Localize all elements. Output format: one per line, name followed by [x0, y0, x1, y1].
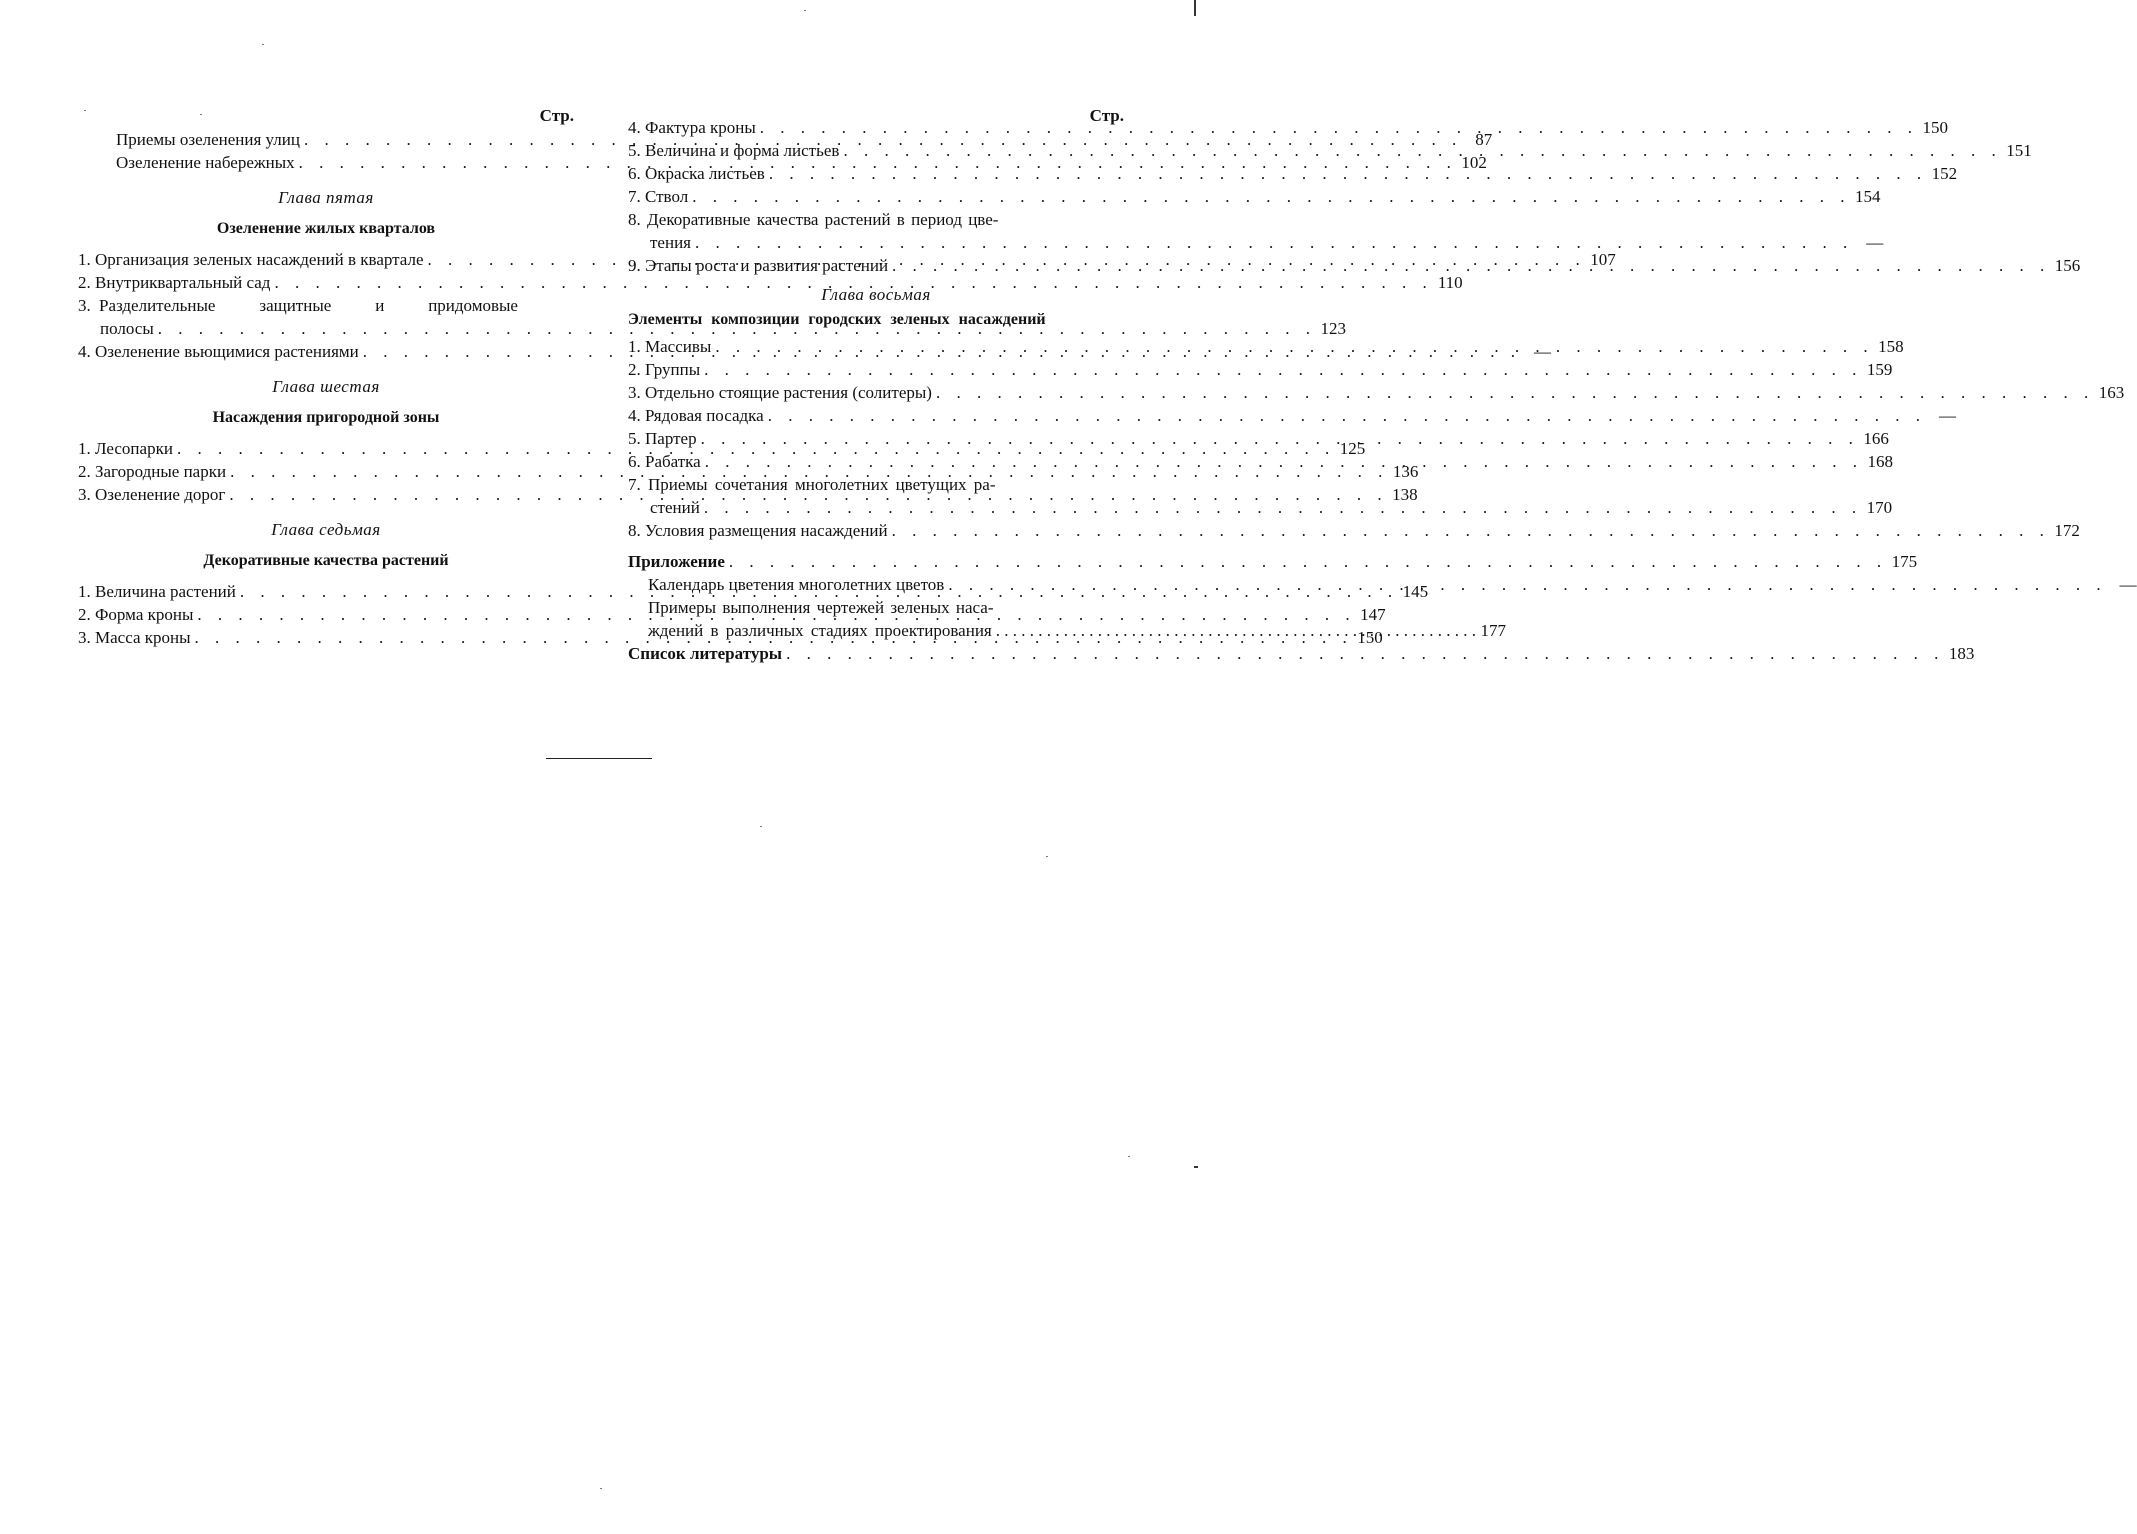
toc-entry: 6. Рабатка . . . 168	[628, 450, 1124, 473]
scan-speck	[1046, 856, 1048, 857]
toc-entry: 4. Озеленение вьющимися растениями . . . —	[78, 340, 574, 363]
section-title: Озеленение жилых кварталов	[216, 220, 436, 237]
toc-entry: 1. Лесопарки . . . 125	[78, 437, 574, 460]
toc-entry: 2. Внутриквартальный сад . . . 110	[78, 271, 574, 294]
chapter-title: Глава шестая	[272, 377, 380, 396]
toc-entry: 7. Ствол . . . 154	[628, 185, 1124, 208]
scan-speck	[84, 110, 86, 111]
toc-entry: 1. Величина растений . . . 145	[78, 580, 574, 603]
scan-speck	[804, 10, 806, 11]
toc-entry: Приемы озеленения улиц . . . 87	[78, 128, 574, 151]
chapter-title: Глава восьмая	[821, 285, 931, 304]
toc-entry: 2. Форма кроны . . . 147	[78, 603, 574, 626]
toc-entry: 8. Условия размещения насаждений . . . 172	[628, 519, 1124, 542]
toc-entry: 3. Масса кроны . . . 150	[78, 626, 574, 649]
toc-entry: 2. Группы . . . 159	[628, 358, 1124, 381]
section-title: Декоративные качества растений	[203, 552, 449, 569]
toc-entry: 4. Фактура кроны . . . 150	[628, 116, 1124, 139]
scan-speck	[200, 114, 202, 115]
toc-entry-multiline: 7. Приемы сочетания многолетних цветущих ра- стений . . . 170	[628, 473, 1124, 519]
toc-entry-multiline: Примеры выполнения чертежей зеленых наса- ждений в различных стадиях проектирования . . . 177	[628, 596, 1124, 642]
chapter-title: Глава седьмая	[271, 520, 381, 539]
toc-entry-appendix: Приложение . . . 175	[628, 550, 1124, 573]
toc-entry: 2. Загородные парки . . . 136	[78, 460, 574, 483]
page-column-header: Стр.	[1089, 106, 1124, 125]
toc-entry: Календарь цветения многолетних цветов . . . —	[628, 573, 1124, 596]
toc-entry: 3. Отдельно стоящие растения (солитеры) . . . 163	[628, 381, 1124, 404]
toc-entry-multiline: 3. Разделительные защитные и придомовые полосы . . . 123	[78, 294, 574, 340]
toc-entry: 3. Озеленение дорог . . . 138	[78, 483, 574, 506]
section-title: Насаждения пригородной зоны	[212, 409, 440, 426]
page-column-header: Стр.	[539, 106, 574, 125]
toc-entry: 1. Организация зеленых насаждений в квартале . . . 107	[78, 248, 574, 271]
toc-entry-multiline: 8. Декоративные качества растений в период цве- тения . . . —	[628, 208, 1124, 254]
scan-speck	[262, 44, 264, 45]
toc-entry: 4. Рядовая посадка . . . —	[628, 404, 1124, 427]
scan-speck	[760, 826, 762, 827]
end-rule	[546, 758, 652, 759]
toc-entry: 5. Величина и форма листьев . . . 151	[628, 139, 1124, 162]
toc-entry-literature: Список литературы . . . 183	[628, 642, 1124, 665]
toc-entry: 6. Окраска листьев . . . 152	[628, 162, 1124, 185]
scan-edge-mark	[1194, 0, 1196, 16]
chapter-title: Глава пятая	[278, 188, 374, 207]
toc-entry: 9. Этапы роста и развития растений . . . 156	[628, 254, 1124, 277]
scan-speck	[1128, 1156, 1130, 1157]
toc-entry: 1. Массивы . . . 158	[628, 335, 1124, 358]
toc-entry: Озеленение набережных . . . 102	[78, 151, 574, 174]
scan-speck	[600, 1488, 602, 1489]
toc-entry: 5. Партер . . . 166	[628, 427, 1124, 450]
section-title: Элементы композиции городских зеленых насаждений	[628, 311, 1046, 328]
scan-edge-mark	[1194, 1166, 1198, 1168]
